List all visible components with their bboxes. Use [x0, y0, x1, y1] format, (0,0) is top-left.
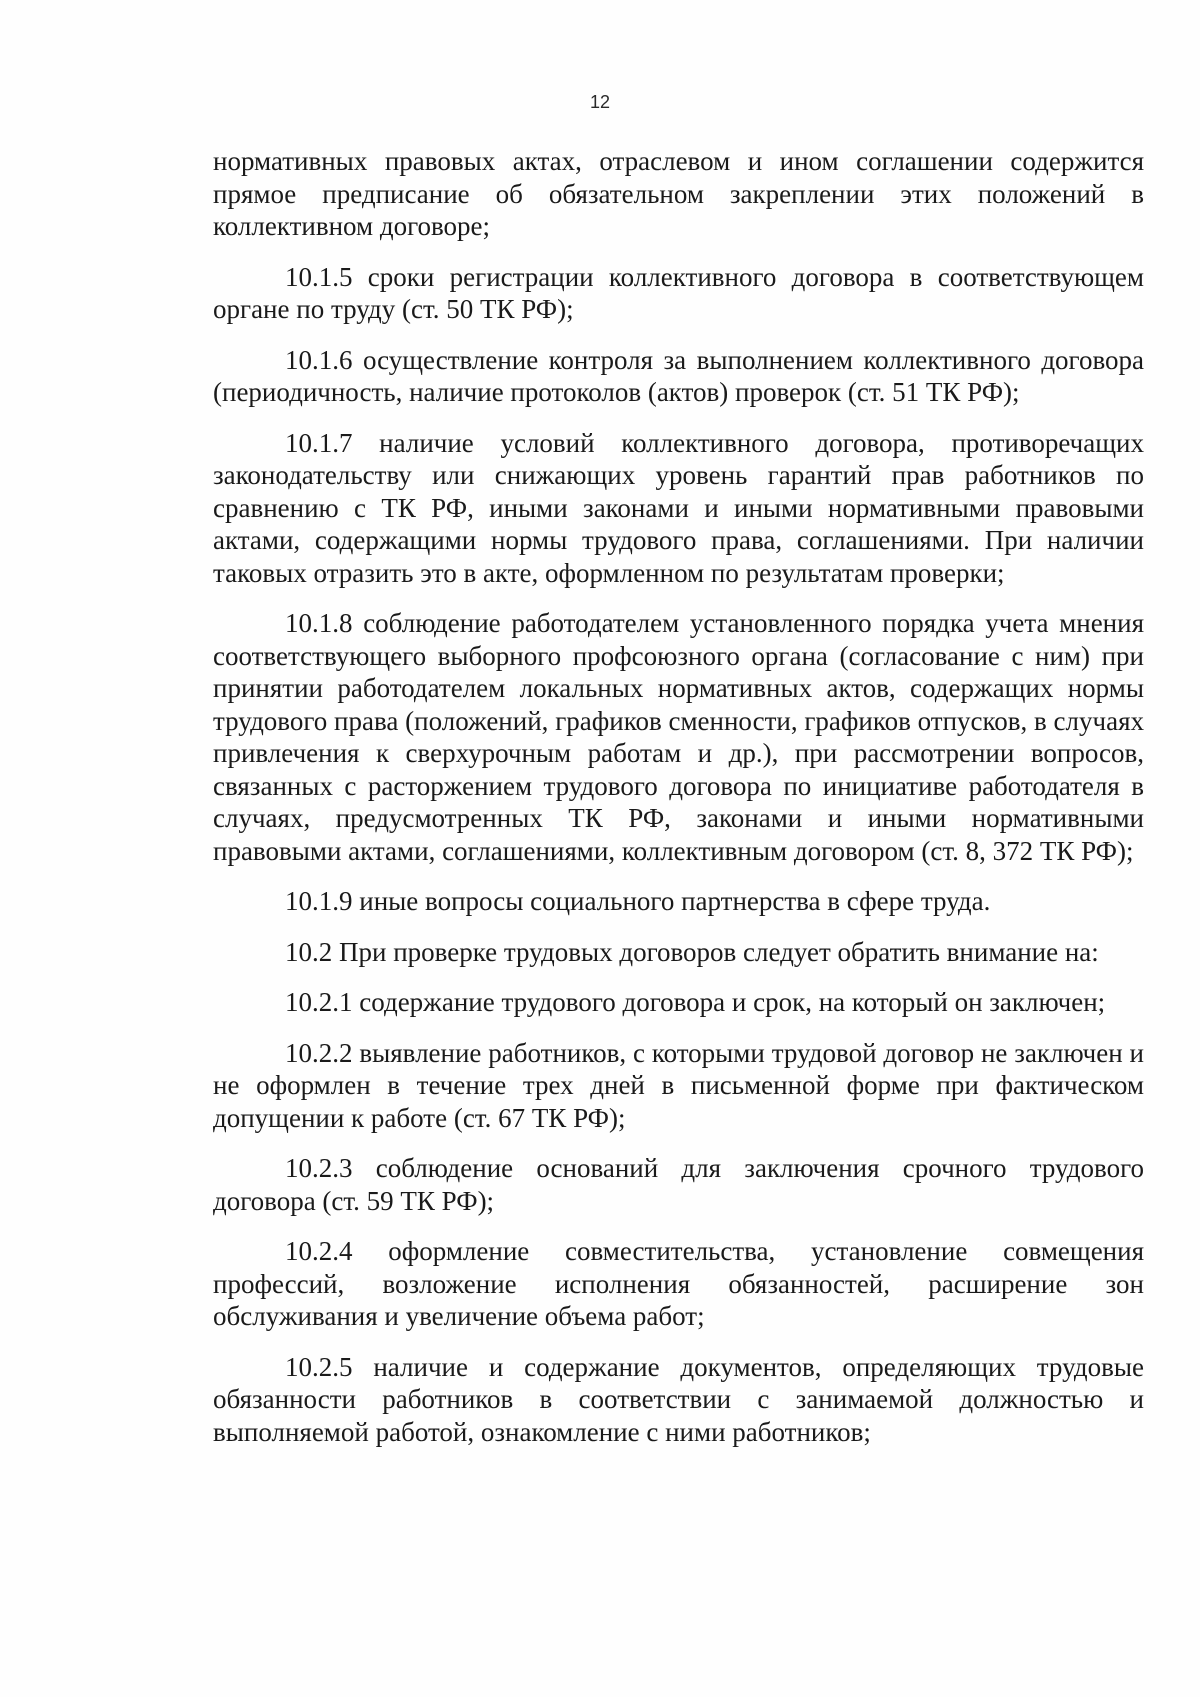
document-body	[213, 145, 1144, 1466]
paragraph-10-1-9: 10.1.9 иные вопросы социального партнерства в сфере труда.	[285, 886, 991, 916]
paragraph-10-2-1: 10.2.1 содержание трудового договора и срок, на который он заключен;	[285, 987, 1106, 1017]
paragraph-10-1-8: 10.1.8 соблюдение работодателем установленного порядка учета мнения соответствующего выборного профсоюзного органа (согласование с ним) при принятии работодателем локальных нормативных актов, содержащих нормы трудового права (положений, графиков сменности, графиков отпусков, в случаях привлечения к сверхурочным работам и др.), при рассмотрении вопросов, связанных с расторжением трудового договора по инициативе работодателя в случаях, предусмотренных ТК РФ, законами и иными нормативными правовыми актами, соглашениями, коллективным договором (ст. 8, 372 ТК РФ);	[213, 608, 1144, 866]
paragraph-10-2-5: 10.2.5 наличие и содержание документов, определяющих трудовые обязанности работников в соответствии с занимаемой должностью и выполняемой работой, ознакомление с ними работников;	[213, 1351, 1144, 1447]
paragraph-10-2: 10.2 При проверке трудовых договоров следует обратить внимание на:	[285, 936, 1099, 967]
paragraph-10-1-7: 10.1.7 наличие условий коллективного договора, противоречащих законодательству или снижающих уровень гарантий прав работников по сравнению с ТК РФ, иными законами и иными нормативными правовыми актами, содержащими нормы трудового права, соглашениями. При наличии таковых отразить это в акте, оформленном по результатам проверки;	[213, 427, 1144, 588]
paragraph-continuation: нормативных правовых актах, отраслевом и ином соглашении содержится прямое предписание об обязательном закреплении этих положений в коллективном договоре;	[213, 146, 1144, 241]
paragraph-10-1-5: 10.1.5 сроки регистрации коллективного договора в соответствующем органе по труду (ст. 50 ТК РФ);	[213, 261, 1144, 324]
page-number: 12	[589, 92, 611, 112]
paragraph-10-1-6: 10.1.6 осуществление контроля за выполнением коллективного договора (периодичность, наличие протоколов (актов) проверок (ст. 51 ТК РФ);	[213, 344, 1144, 407]
paragraph-10-2-2: 10.2.2 выявление работников, с которыми трудовой договор не заключен и не оформлен в течение трех дней в письменной форме при фактическом допущении к работе (ст. 67 ТК РФ);	[213, 1037, 1144, 1133]
paragraph-10-2-4: 10.2.4 оформление совместительства, установление совмещения профессий, возложение исполнения обязанностей, расширение зон обслуживания и увеличение объема работ;	[213, 1236, 1144, 1331]
paragraph-10-2-3: 10.2.3 соблюдение оснований для заключения срочного трудового договора (ст. 59 ТК РФ);	[213, 1153, 1144, 1216]
